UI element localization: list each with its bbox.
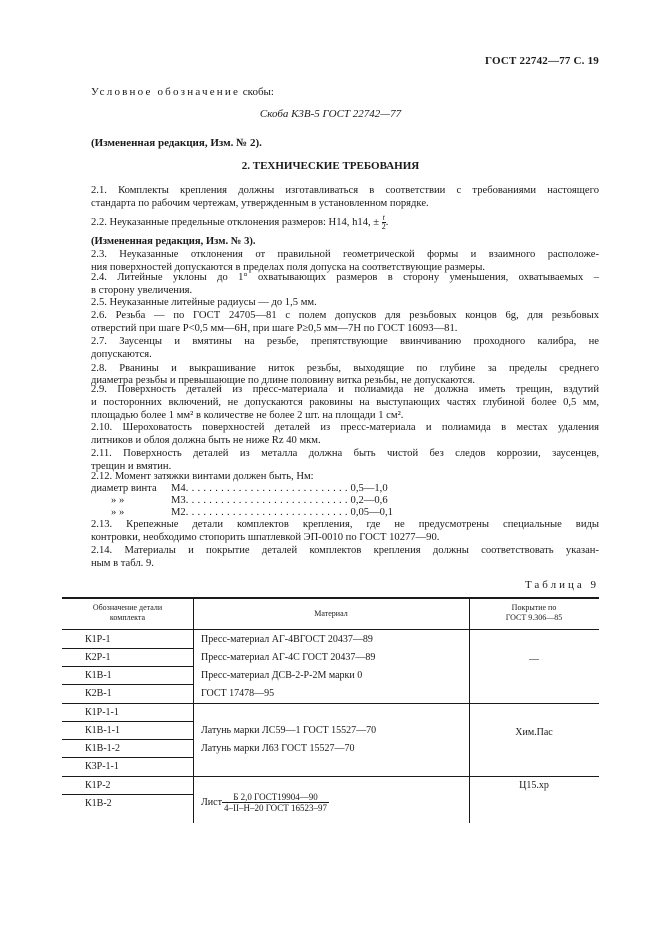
table-cell-material: Пресс-материал АГ-4С ГОСТ 20437—89: [201, 652, 376, 663]
para-2-6-line2: отверстий при шаге P<0,5 мм—6H, при шаге P≥0,5 мм—7H по ГОСТ 16093—81.: [91, 323, 458, 334]
table-cell-code: К1В-1-1: [85, 725, 120, 736]
para-2-9-line1: 2.9. Поверхность деталей из пресс-материала и полиамида не должна иметь трещин, вздутий: [91, 384, 599, 395]
para-2-4-line1: 2.4. Литейные уклоны до 1° охватывающих размеров в сторону уменьшения, охватываемых –: [91, 272, 599, 283]
para-2-2: 2.2. Неуказанные предельные отклонения размеров: H14, h14, ± $\frac{t}{2}$ .: [91, 213, 389, 231]
para-2-14-line1: 2.14. Материалы и покрытие деталей комплектов крепления должны соответствовать указан-: [91, 545, 599, 556]
table-cell-coating: Ц15.хр: [519, 780, 549, 791]
table-title: Таблица 9: [524, 579, 599, 591]
revision-note-2: (Измененная редакция, Изм. № 3).: [91, 236, 256, 247]
designation-label: Условное обозначение: [91, 86, 241, 98]
para-2-11-line1: 2.11. Поверхность деталей из металла должна быть чистой без следов коррозии, заусенцев,: [91, 448, 599, 459]
para-2-14-line2: ным в табл. 9.: [91, 558, 154, 569]
para-2-1-line2: стандарта по рабочим чертежам, утвержденным в установленном порядке.: [91, 198, 429, 209]
table-cell-code: К1Р-1-1: [85, 707, 119, 718]
table-cell-material: Пресс-материал ДСВ-2-Р-2М марки 0: [201, 670, 363, 681]
para-2-10-line2: литников и облоя должна быть не ниже Rz 40 мкм.: [91, 435, 321, 446]
table-header-coating: Покрытие по ГОСТ 9.306—85: [505, 603, 563, 622]
para-2-8-line1: 2.8. Рванины и выкрашивание ниток резьбы, выходящие по глубине за пределы среднего: [91, 363, 599, 374]
table-cell-material: ГОСТ 17478—95: [201, 688, 275, 699]
table-cell-code: К1В-1-2: [85, 743, 120, 754]
para-2-9-line3: площадью более 1 мм² в количестве не более 2 шт. на площади 1 см².: [91, 410, 404, 421]
table-cell-material: Латунь марки Л63 ГОСТ 15527—70: [201, 743, 355, 754]
page-header: ГОСТ 22742—77 С. 19: [485, 55, 599, 67]
para-2-11-line2: трещин и вмятин.: [91, 461, 172, 472]
para-2-13-line2: контровки, необходимо стопорить шпатлевкой ЭП-0010 по ГОСТ 10277—90.: [91, 532, 440, 543]
designation-label-suffix: скобы:: [242, 86, 274, 98]
torque-row: диаметр винта М4. . . . . . . . . . . . . . . . . . . . . . . . . . . . 0,5—1,0: [91, 483, 388, 494]
table-cell-code: К3Р-1-1: [85, 761, 119, 772]
para-2-2-text: 2.2. Неуказанные предельные отклонения размеров: H14, h14, ±: [91, 216, 380, 228]
table-header-designation: Обозначение детали комплекта: [92, 603, 163, 622]
table-cell-code: К2Р-1: [85, 652, 111, 663]
table-cell-material: Пресс-материал АГ-4ВГОСТ 20437—89: [201, 634, 373, 645]
table-cell-coating: Хим.Пас: [515, 727, 553, 738]
designation-example: Скоба К3В-5 ГОСТ 22742—77: [259, 108, 402, 120]
para-2-5: 2.5. Неуказанные литейные радиусы — до 1,5 мм.: [91, 297, 317, 308]
para-2-6-line1: 2.6. Резьба — по ГОСТ 24705—81 с полем допусков для резьбовых концов 6g, для резьбовых: [91, 310, 599, 321]
table-cell-code: К1В-1: [85, 670, 112, 681]
table-cell-code: К1В-2: [85, 798, 112, 809]
para-2-10-line1: 2.10. Шероховатость поверхностей деталей из пресс-материала и полиамида в местах удаления: [91, 422, 599, 433]
table-cell-code: К1Р-1: [85, 634, 111, 645]
section-title: 2. ТЕХНИЧЕСКИЕ ТРЕБОВАНИЯ: [241, 160, 420, 172]
para-2-3-line2: ния поверхностей допускаются в пределах поля допуска на соответствующие размеры.: [91, 262, 486, 273]
table-cell-material: Лист $\frac{\text{Б 2,0 ГОСТ19904—90}}{\text{4–II–Н–20 ГОСТ 16523–97}}$: [201, 792, 328, 813]
torque-row: » » М2. . . . . . . . . . . . . . . . . . . . . . . . . . . . 0,05—0,1: [111, 507, 393, 518]
para-2-7-line2: допускаются.: [91, 349, 152, 360]
revision-note-1: (Измененная редакция, Изм. № 2).: [91, 137, 262, 149]
table-header-material: Материал: [314, 609, 348, 618]
para-2-7-line1: 2.7. Заусенцы и вмятины на резьбе, препятствующие ввинчиванию проходного калибра, не: [91, 336, 599, 347]
fraction-t-over-2: $\frac{t}{2}$: [381, 213, 386, 231]
para-2-3-line1: 2.3. Неуказанные отклонения от правильной геометрической формы и взаимного расположе-: [91, 249, 599, 260]
table-cell-coating: —: [529, 654, 539, 665]
para-2-13-line1: 2.13. Крепежные детали комплектов крепления, где не предусмотрены специальные виды: [91, 519, 599, 530]
para-2-8-line2: диаметра резьбы и превышающие по длине половину витка резьбы, не допускаются.: [91, 375, 476, 386]
para-2-9-line2: и посторонних включений, не допускаются раковины на выступающих частях глубиной более 0,5 мм,: [91, 397, 599, 408]
torque-row: » » М3. . . . . . . . . . . . . . . . . . . . . . . . . . . . 0,2—0,6: [111, 495, 388, 506]
designation-label-line: [91, 86, 274, 98]
para-2-4-line2: в сторону увеличения.: [91, 285, 193, 296]
table-cell-material: Латунь марки ЛС59—1 ГОСТ 15527—70: [201, 725, 377, 736]
material-fraction: $\frac{\text{Б 2,0 ГОСТ19904—90}}{\text{4–II–Н–20 ГОСТ 16523–97}}$: [223, 792, 328, 813]
table-cell-code: К1Р-2: [85, 780, 111, 791]
para-2-1-line1: 2.1. Комплекты крепления должны изготавливаться в соответствии с требованиями настоящего: [91, 185, 599, 196]
para-2-12: 2.12. Момент затяжки винтами должен быть, Нм:: [91, 471, 314, 482]
table-cell-code: К2В-1: [85, 688, 112, 699]
